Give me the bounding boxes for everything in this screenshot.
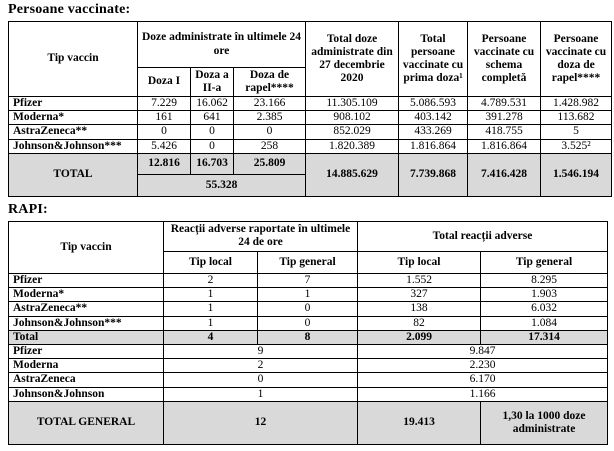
- value-cell: 852.029: [306, 125, 399, 139]
- grand-total-label: TOTAL GENERAL: [9, 401, 164, 444]
- vaccine-name: Moderna*: [9, 288, 164, 302]
- value-cell: 7: [258, 273, 358, 287]
- total-value-cell: 2.099: [358, 330, 481, 344]
- header-doza-1: Doza I: [138, 68, 191, 97]
- value-cell: 1.903: [481, 288, 608, 302]
- value-cell-24h: 2: [164, 359, 358, 373]
- total-value-cell: 7.739.868: [399, 153, 468, 196]
- value-cell: 0: [191, 125, 234, 139]
- table-row: [9, 111, 612, 125]
- value-cell: 5.086.593: [399, 97, 468, 111]
- vaccine-name: Johnson&Johnson***: [9, 316, 164, 330]
- header-tip-local-24h: Tip local: [164, 251, 258, 273]
- value-cell: 1: [164, 302, 258, 316]
- total-value-cell: 8: [258, 330, 358, 344]
- value-cell: 2.385: [234, 111, 306, 125]
- value-cell-total: 1.166: [358, 387, 608, 401]
- grand-total-rate-cell: 1,30 la 1000 doze administrate: [481, 401, 608, 444]
- value-cell: 0: [258, 302, 358, 316]
- value-cell: 0: [234, 125, 306, 139]
- value-cell: 403.142: [399, 111, 468, 125]
- total-value-cell: 4: [164, 330, 258, 344]
- total-value-cell: 25.809: [234, 153, 306, 174]
- table-row: [9, 302, 608, 316]
- table-row: [9, 316, 608, 330]
- header-doze-24h: Doze administrate în ultimele 24 ore: [138, 22, 306, 68]
- table-row: [9, 97, 612, 111]
- header-total-doze: Total doze administrate din 27 decembrie 2020: [306, 22, 399, 97]
- rapi-table: [8, 221, 608, 445]
- value-cell: 1.816.864: [468, 139, 541, 153]
- header-persoane-rapel: Persoane vaccinate cu doza de rapel****: [541, 22, 612, 97]
- vaccine-name: Johnson&Johnson***: [9, 139, 138, 153]
- vaccinated-persons-table: [8, 21, 612, 197]
- total-value-cell: 1.546.194: [541, 153, 612, 196]
- vaccine-name: AstraZeneca**: [9, 302, 164, 316]
- total-value-cell: 17.314: [481, 330, 608, 344]
- header-schema-completa: Persoane vaccinate cu schema completă: [468, 22, 541, 97]
- vaccine-name: Pfizer: [9, 97, 138, 111]
- table-header-row: [9, 22, 612, 68]
- value-cell: 0: [191, 139, 234, 153]
- value-cell: 2: [164, 273, 258, 287]
- value-cell: 433.269: [399, 125, 468, 139]
- vaccine-name: AstraZeneca**: [9, 125, 138, 139]
- table-row: [9, 387, 608, 401]
- header-tip-vaccin: Tip vaccin: [9, 22, 138, 97]
- value-cell: 391.278: [468, 111, 541, 125]
- value-cell: 23.166: [234, 97, 306, 111]
- section-title-persoane-vaccinate: Persoane vaccinate:: [8, 2, 131, 17]
- value-cell: 0: [258, 316, 358, 330]
- total-row: [9, 330, 608, 344]
- vaccine-name: Pfizer: [9, 273, 164, 287]
- grand-total-row: [9, 401, 608, 444]
- value-cell: 16.062: [191, 97, 234, 111]
- value-cell: 6.032: [481, 302, 608, 316]
- value-cell-total: 2.230: [358, 359, 608, 373]
- value-cell: 3.525²: [541, 139, 612, 153]
- value-cell: 161: [138, 111, 191, 125]
- grand-total-24h-cell: 12: [164, 401, 358, 444]
- value-cell-24h: 9: [164, 344, 358, 358]
- value-cell: 1.816.864: [399, 139, 468, 153]
- header-total-reactii: Total reacții adverse: [358, 221, 608, 251]
- value-cell: 5.426: [138, 139, 191, 153]
- value-cell: 641: [191, 111, 234, 125]
- value-cell: 8.295: [481, 273, 608, 287]
- header-tip-local-total: Tip local: [358, 251, 481, 273]
- header-doza-2: Doza a II-a: [191, 68, 234, 97]
- value-cell: 1.820.389: [306, 139, 399, 153]
- total-value-cell: 7.416.428: [468, 153, 541, 196]
- value-cell: 1: [164, 288, 258, 302]
- header-reactii-24h: Reacții adverse raportate în ultimele 24 de ore: [164, 221, 358, 251]
- table-row: [9, 139, 612, 153]
- header-total-prima-doza: Total persoane vaccinate cu prima doza¹: [399, 22, 468, 97]
- value-cell: 11.305.109: [306, 97, 399, 111]
- total-row: [9, 153, 612, 174]
- table-row: [9, 288, 608, 302]
- value-cell: 5: [541, 125, 612, 139]
- total-value-cell: 16.703: [191, 153, 234, 174]
- value-cell: 1: [164, 316, 258, 330]
- header-doza-rapel: Doza de rapel****: [234, 68, 306, 97]
- value-cell: 1.552: [358, 273, 481, 287]
- table-header-row: [9, 221, 608, 251]
- value-cell: 82: [358, 316, 481, 330]
- value-cell: 1: [258, 288, 358, 302]
- value-cell: 258: [234, 139, 306, 153]
- total-label: TOTAL: [9, 153, 138, 196]
- table-row: [9, 373, 608, 387]
- table-row: [9, 359, 608, 373]
- value-cell: 1.084: [481, 316, 608, 330]
- value-cell: 113.682: [541, 111, 612, 125]
- value-cell: 327: [358, 288, 481, 302]
- vaccine-name: Johnson&Johnson: [9, 387, 164, 401]
- total-24h-sum-cell: 55.328: [138, 174, 306, 196]
- header-tip-vaccin: Tip vaccin: [9, 221, 164, 273]
- value-cell: 4.789.531: [468, 97, 541, 111]
- table-row: [9, 125, 612, 139]
- grand-total-local-cell: 19.413: [358, 401, 481, 444]
- vaccine-name: Pfizer: [9, 344, 164, 358]
- value-cell-total: 9.847: [358, 344, 608, 358]
- value-cell-total: 6.170: [358, 373, 608, 387]
- vaccine-name: AstraZeneca: [9, 373, 164, 387]
- value-cell: 0: [138, 125, 191, 139]
- table-row: [9, 273, 608, 287]
- header-tip-general-24h: Tip general: [258, 251, 358, 273]
- vaccine-name: Moderna*: [9, 111, 138, 125]
- value-cell: 1.428.982: [541, 97, 612, 111]
- value-cell: 418.755: [468, 125, 541, 139]
- total-value-cell: 12.816: [138, 153, 191, 174]
- value-cell: 138: [358, 302, 481, 316]
- total-label: Total: [9, 330, 164, 344]
- vaccine-name: Moderna: [9, 359, 164, 373]
- table-row: [9, 344, 608, 358]
- value-cell: 908.102: [306, 111, 399, 125]
- value-cell: 7.229: [138, 97, 191, 111]
- section-title-rapi: RAPI:: [8, 201, 48, 217]
- header-tip-general-total: Tip general: [481, 251, 608, 273]
- value-cell-24h: 0: [164, 373, 358, 387]
- value-cell-24h: 1: [164, 387, 358, 401]
- total-value-cell: 14.885.629: [306, 153, 399, 196]
